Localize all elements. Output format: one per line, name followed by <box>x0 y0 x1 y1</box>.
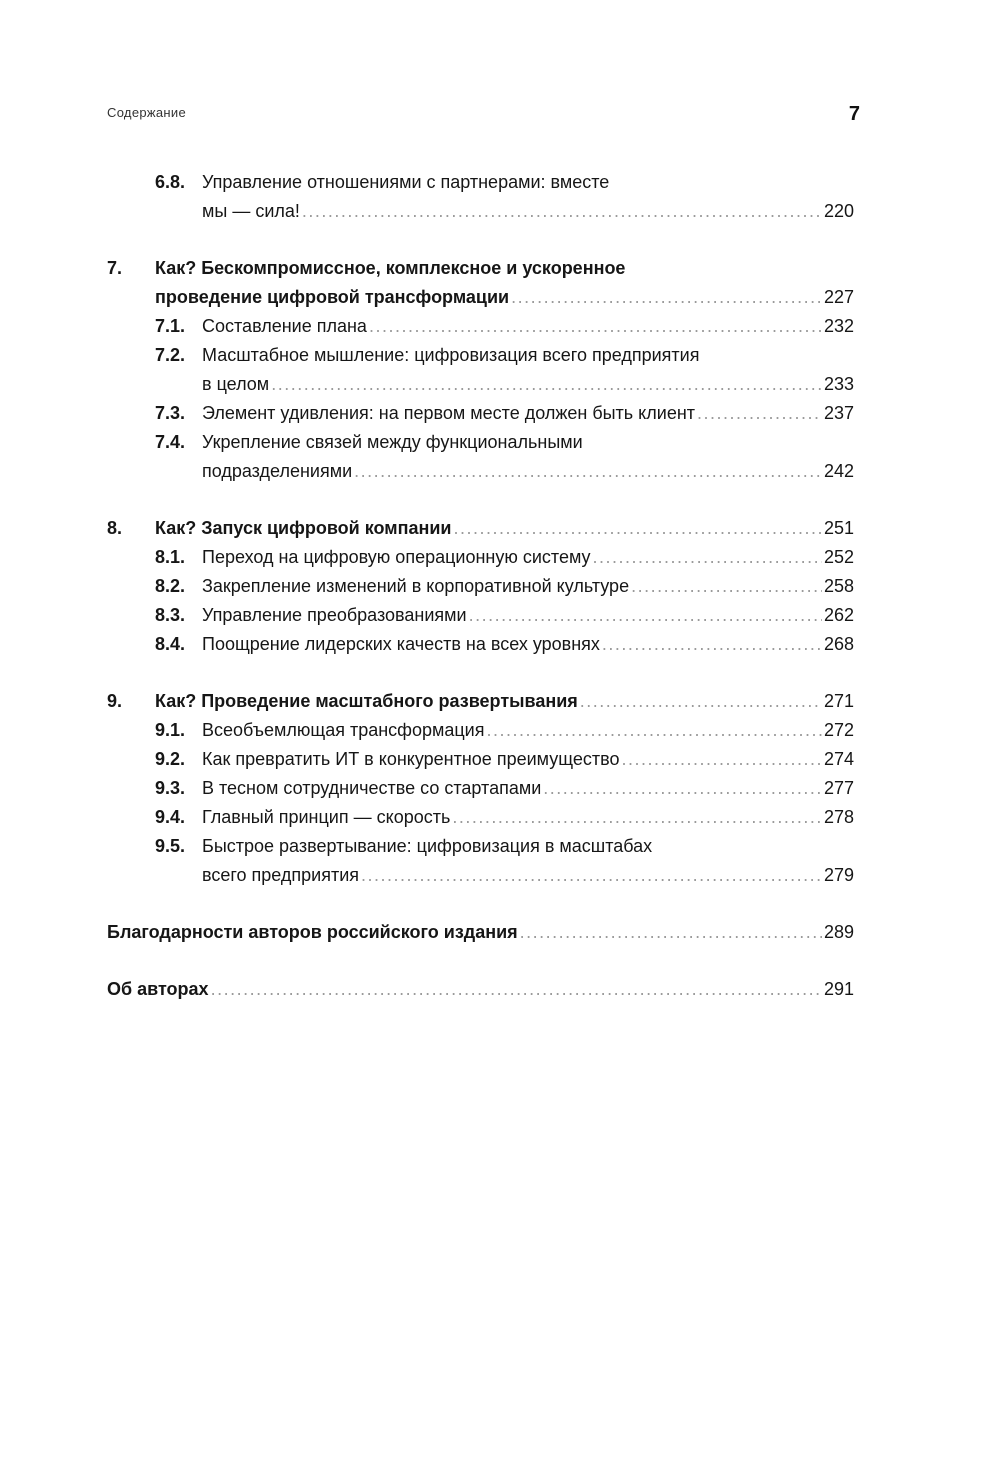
leader-dots <box>631 572 822 601</box>
toc-leader-line <box>202 457 854 486</box>
toc-page-number: 237 <box>823 403 854 423</box>
toc-title: проведение цифровой трансформации <box>155 287 510 307</box>
toc-leader-line <box>202 543 854 572</box>
toc-page-number: 220 <box>823 201 854 221</box>
toc-number: 8.3. <box>155 605 186 625</box>
toc-page-number: 268 <box>823 634 854 654</box>
toc-page-number: 242 <box>823 461 854 481</box>
toc-number: 8.4. <box>155 634 186 654</box>
toc-page-number: 227 <box>823 287 854 307</box>
toc-entry-9-5[interactable] <box>0 832 1000 861</box>
toc-page-number: 271 <box>823 691 854 711</box>
toc-title: всего предприятия <box>202 865 360 885</box>
toc-number: 9.1. <box>155 720 186 740</box>
toc-page-number: 252 <box>823 547 854 567</box>
toc-page-number: 262 <box>823 605 854 625</box>
toc-leader-line <box>202 312 854 341</box>
toc-number: 6.8. <box>155 172 186 192</box>
toc-number: 9.5. <box>155 836 186 856</box>
toc-title: Как? Бескомпромиссное, комплексное и ускоренное <box>155 258 626 278</box>
toc-chapter-7-cont[interactable] <box>0 283 1000 312</box>
toc-leader-line <box>202 745 854 774</box>
toc-entry-8-4[interactable] <box>0 630 1000 659</box>
toc-page-number: 272 <box>823 720 854 740</box>
leader-dots <box>302 197 822 226</box>
toc-chapter-7[interactable] <box>0 254 1000 283</box>
toc-leader-line <box>202 370 854 399</box>
toc-title: Об авторах <box>107 979 209 999</box>
toc-title: мы — сила! <box>202 201 300 221</box>
toc-number: 9.2. <box>155 749 186 769</box>
toc-number: 8. <box>107 518 123 538</box>
toc-leader-line <box>155 687 854 716</box>
toc-title: Главный принцип — скорость <box>202 807 451 827</box>
toc-page-number: 251 <box>823 518 854 538</box>
toc-title: Как? Проведение масштабного развертывания <box>155 691 578 711</box>
toc-title: Как? Запуск цифровой компании <box>155 518 452 538</box>
toc-title: Переход на цифровую операционную систему <box>202 547 591 567</box>
toc-number: 9.4. <box>155 807 186 827</box>
leader-dots <box>211 975 822 1004</box>
toc-chapter-8[interactable] <box>0 514 1000 543</box>
toc-entry-8-2[interactable] <box>0 572 1000 601</box>
toc-leader-line <box>202 861 854 890</box>
toc-entry-9-3[interactable] <box>0 774 1000 803</box>
toc-leader-line <box>202 399 854 428</box>
toc-entry-7-3[interactable] <box>0 399 1000 428</box>
toc-page-number: 258 <box>823 576 854 596</box>
table-of-contents <box>0 168 1000 1004</box>
leader-dots <box>593 543 822 572</box>
toc-title: подразделениями <box>202 461 353 481</box>
toc-page-number: 291 <box>823 979 854 999</box>
leader-dots <box>580 687 822 716</box>
toc-entry-7-1[interactable] <box>0 312 1000 341</box>
leader-dots <box>469 601 822 630</box>
leader-dots <box>543 774 822 803</box>
toc-leader-line <box>202 803 854 832</box>
toc-entry-7-4[interactable] <box>0 428 1000 457</box>
toc-title: Масштабное мышление: цифровизация всего предприятия <box>202 345 700 365</box>
toc-entry-9-1[interactable] <box>0 716 1000 745</box>
toc-title: Поощрение лидерских качеств на всех уровнях <box>202 634 600 654</box>
toc-number: 9. <box>107 691 123 711</box>
toc-entry-8-1[interactable] <box>0 543 1000 572</box>
toc-page-number: 277 <box>823 778 854 798</box>
leader-dots <box>511 283 822 312</box>
toc-entry-6-8-cont[interactable] <box>0 197 1000 226</box>
toc-page-number: 274 <box>823 749 854 769</box>
toc-chapter-9[interactable] <box>0 687 1000 716</box>
leader-dots <box>361 861 822 890</box>
leader-dots <box>453 514 821 543</box>
toc-page-number: 232 <box>823 316 854 336</box>
toc-title: Благодарности авторов российского издания <box>107 922 518 942</box>
toc-entry-7-2-cont[interactable] <box>0 370 1000 399</box>
leader-dots <box>697 399 822 428</box>
toc-entry-7-2[interactable] <box>0 341 1000 370</box>
leader-dots <box>354 457 822 486</box>
toc-leader-line <box>202 774 854 803</box>
toc-leader-line <box>202 601 854 630</box>
toc-leader-line <box>202 197 854 226</box>
toc-title: Быстрое развертывание: цифровизация в масштабах <box>202 836 653 856</box>
toc-entry-9-2[interactable] <box>0 745 1000 774</box>
toc-page-number: 289 <box>823 922 854 942</box>
toc-leader-line <box>155 514 854 543</box>
toc-title: Закрепление изменений в корпоративной культуре <box>202 576 630 596</box>
toc-leader-line <box>202 716 854 745</box>
toc-number: 7.4. <box>155 432 186 452</box>
toc-leader-line <box>107 918 854 947</box>
toc-entry-9-5-cont[interactable] <box>0 861 1000 890</box>
toc-title: Составление плана <box>202 316 367 336</box>
leader-dots <box>621 745 821 774</box>
leader-dots <box>602 630 822 659</box>
running-header: Содержание <box>107 105 186 120</box>
toc-title: Управление отношениями с партнерами: вместе <box>202 172 610 192</box>
toc-title: Как превратить ИТ в конкурентное преимущество <box>202 749 620 769</box>
toc-title: Всеобъемлющая трансформация <box>202 720 485 740</box>
toc-number: 8.2. <box>155 576 186 596</box>
leader-dots <box>520 918 822 947</box>
toc-number: 7.2. <box>155 345 186 365</box>
leader-dots <box>452 803 822 832</box>
toc-page-number: 278 <box>823 807 854 827</box>
leader-dots <box>271 370 822 399</box>
leader-dots <box>369 312 822 341</box>
toc-leader-line <box>202 630 854 659</box>
toc-number: 7.3. <box>155 403 186 423</box>
toc-number: 9.3. <box>155 778 186 798</box>
toc-about-authors[interactable] <box>0 975 1000 1004</box>
toc-page-number: 233 <box>823 374 854 394</box>
toc-entry-8-3[interactable] <box>0 601 1000 630</box>
toc-leader-line <box>155 283 854 312</box>
toc-entry-7-4-cont[interactable] <box>0 457 1000 486</box>
toc-entry-6-8[interactable] <box>0 168 1000 197</box>
toc-number: 7.1. <box>155 316 186 336</box>
leader-dots <box>486 716 821 745</box>
toc-leader-line <box>107 975 854 1004</box>
toc-number: 7. <box>107 258 123 278</box>
page-number: 7 <box>848 103 860 125</box>
toc-entry-9-4[interactable] <box>0 803 1000 832</box>
toc-title: Элемент удивления: на первом месте должен быть клиент <box>202 403 696 423</box>
toc-title: В тесном сотрудничестве со стартапами <box>202 778 542 798</box>
toc-page-number: 279 <box>823 865 854 885</box>
toc-title: в целом <box>202 374 270 394</box>
toc-number: 8.1. <box>155 547 186 567</box>
toc-title: Управление преобразованиями <box>202 605 467 625</box>
toc-leader-line <box>202 572 854 601</box>
toc-acknowledgements[interactable] <box>0 918 1000 947</box>
toc-title: Укрепление связей между функциональными <box>202 432 583 452</box>
